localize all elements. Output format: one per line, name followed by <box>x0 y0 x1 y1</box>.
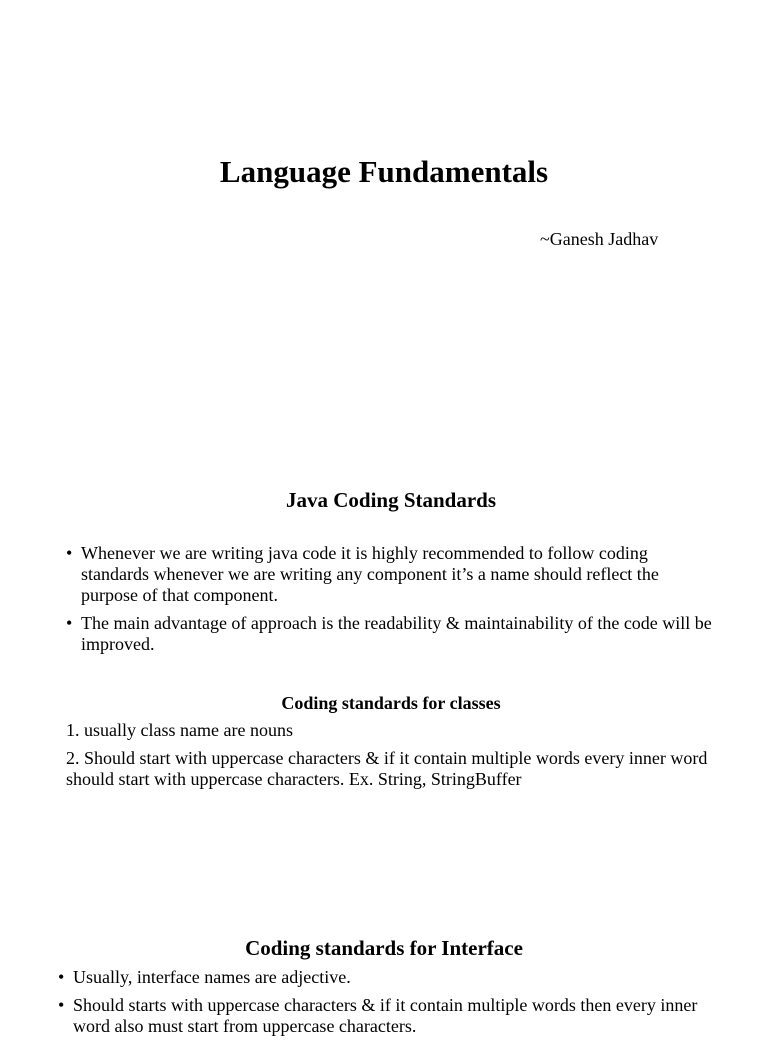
interface-standards-bullet-list <box>58 967 718 1044</box>
list-item <box>58 995 718 1037</box>
bullet-text: Usually, interface names are adjective. <box>73 967 351 987</box>
bullet-icon: • <box>66 543 73 563</box>
bullet-icon: • <box>58 967 65 987</box>
java-standards-bullet-list <box>66 543 716 662</box>
list-item: 2. Should start with uppercase characters & if it contain multiple words every inner word should start with uppercase characters. Ex. String, StringBuffer <box>66 748 708 789</box>
section-heading-java-coding-standards: Java Coding Standards <box>285 488 497 512</box>
list-item <box>66 543 716 606</box>
bullet-text: The main advantage of approach is the readability & maintainability of the code will be improved. <box>81 613 712 654</box>
bullet-text: Whenever we are writing java code it is highly recommended to follow coding standards whenever we are writing any component it’s a name should reflect the purpose of that component. <box>81 543 659 605</box>
bullet-text: Should starts with uppercase characters & if it contain multiple words then every inner word also must start from uppercase characters. <box>73 995 698 1036</box>
section-heading-interface-standards: Coding standards for Interface <box>245 936 523 960</box>
list-item <box>66 613 716 655</box>
author-name: ~Ganesh Jadhav <box>540 229 659 249</box>
bullet-icon: • <box>58 995 65 1015</box>
subheading-coding-standards-classes: Coding standards for classes <box>281 693 501 713</box>
list-item <box>58 967 718 988</box>
list-item: 1. usually class name are nouns <box>66 720 293 740</box>
bullet-icon: • <box>66 613 73 633</box>
document-title: Language Fundamentals <box>219 154 549 189</box>
class-rules-list <box>66 720 726 797</box>
